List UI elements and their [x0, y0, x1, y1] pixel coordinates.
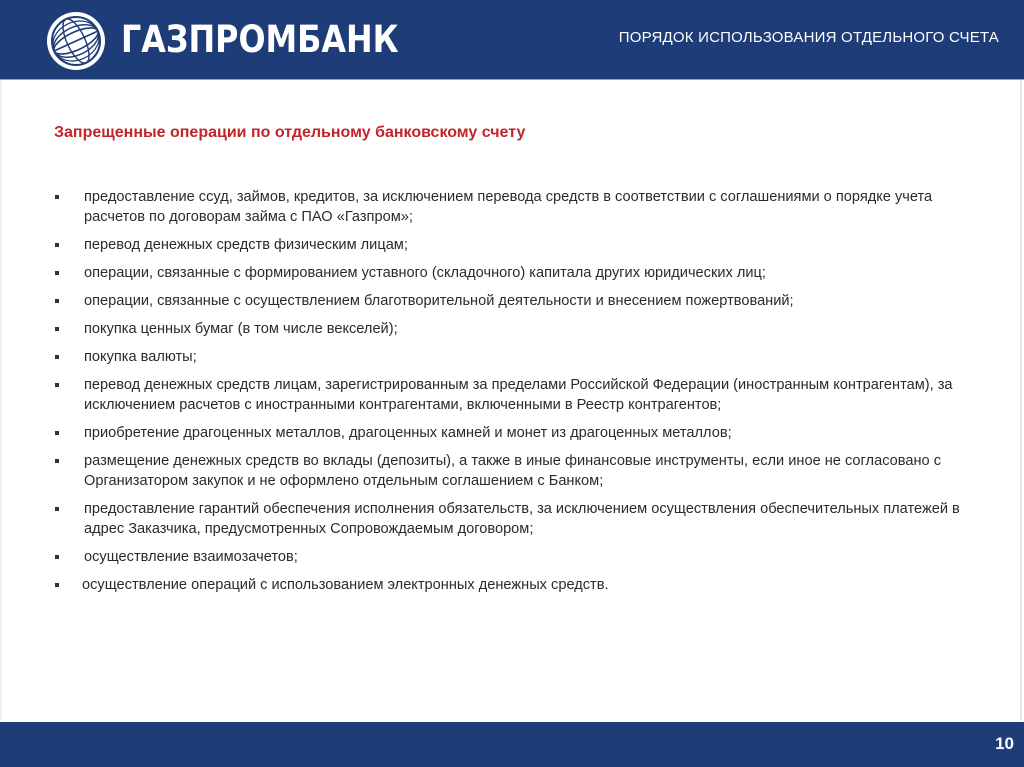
list-item: перевод денежных средств лицам, зарегистрированным за пределами Российской Федерации (иностранным контрагентам), за исключением расчетов с иностранными контрагентами, включенными в Реестр контрагентов;: [52, 375, 982, 415]
list-item: размещение денежных средств во вклады (депозиты), а также в иные финансовые инструменты, если иное не согласовано с Организатором закупок и не оформлено отдельным соглашением с Банком;: [52, 451, 982, 491]
list-item: предоставление ссуд, займов, кредитов, за исключением перевода средств в соответствии с соглашениями о порядке учета расчетов по договорам займа с ПАО «Газпром»;: [52, 187, 982, 227]
list-item: перевод денежных средств физическим лицам;: [52, 235, 982, 255]
list-item: покупка валюты;: [52, 347, 982, 367]
bullet-icon: [55, 271, 59, 275]
bullet-icon: [55, 243, 59, 247]
footer-bar: [0, 722, 1024, 767]
list-item: покупка ценных бумаг (в том числе векселей);: [52, 319, 982, 339]
prohibited-operations-list: [52, 187, 982, 603]
list-item: приобретение драгоценных металлов, драгоценных камней и монет из драгоценных металлов;: [52, 423, 982, 443]
gazprombank-logo-icon: [46, 11, 106, 71]
page-number: 10: [995, 734, 1014, 753]
bullet-icon: [55, 459, 59, 463]
bullet-icon: [55, 355, 59, 359]
bullet-icon: [55, 195, 59, 199]
list-item: операции, связанные с осуществлением благотворительной деятельности и внесением пожертвований;: [52, 291, 982, 311]
bullet-icon: [55, 583, 59, 587]
list-item: операции, связанные с формированием уставного (складочного) капитала других юридических лиц;: [52, 263, 982, 283]
slide-title: ПОРЯДОК ИСПОЛЬЗОВАНИЯ ОТДЕЛЬНОГО СЧЕТА: [618, 29, 999, 46]
header-bar: [0, 0, 1024, 80]
list-item: предоставление гарантий обеспечения исполнения обязательств, за исключением осуществления обеспечительных платежей в адрес Заказчика, предусмотренных Сопровождаемым договором;: [52, 499, 982, 539]
bullet-icon: [55, 383, 59, 387]
list-item: осуществление операций с использованием электронных денежных средств.: [52, 575, 982, 595]
brand-name: ГАЗПРОМБАНК: [121, 18, 399, 61]
bullet-icon: [55, 327, 59, 331]
section-title: Запрещенные операции по отдельному банковскому счету: [54, 124, 526, 141]
bullet-icon: [55, 507, 59, 511]
bullet-icon: [55, 299, 59, 303]
bullet-icon: [55, 555, 59, 559]
bullet-icon: [55, 431, 59, 435]
list-item: осуществление взаимозачетов;: [52, 547, 982, 567]
